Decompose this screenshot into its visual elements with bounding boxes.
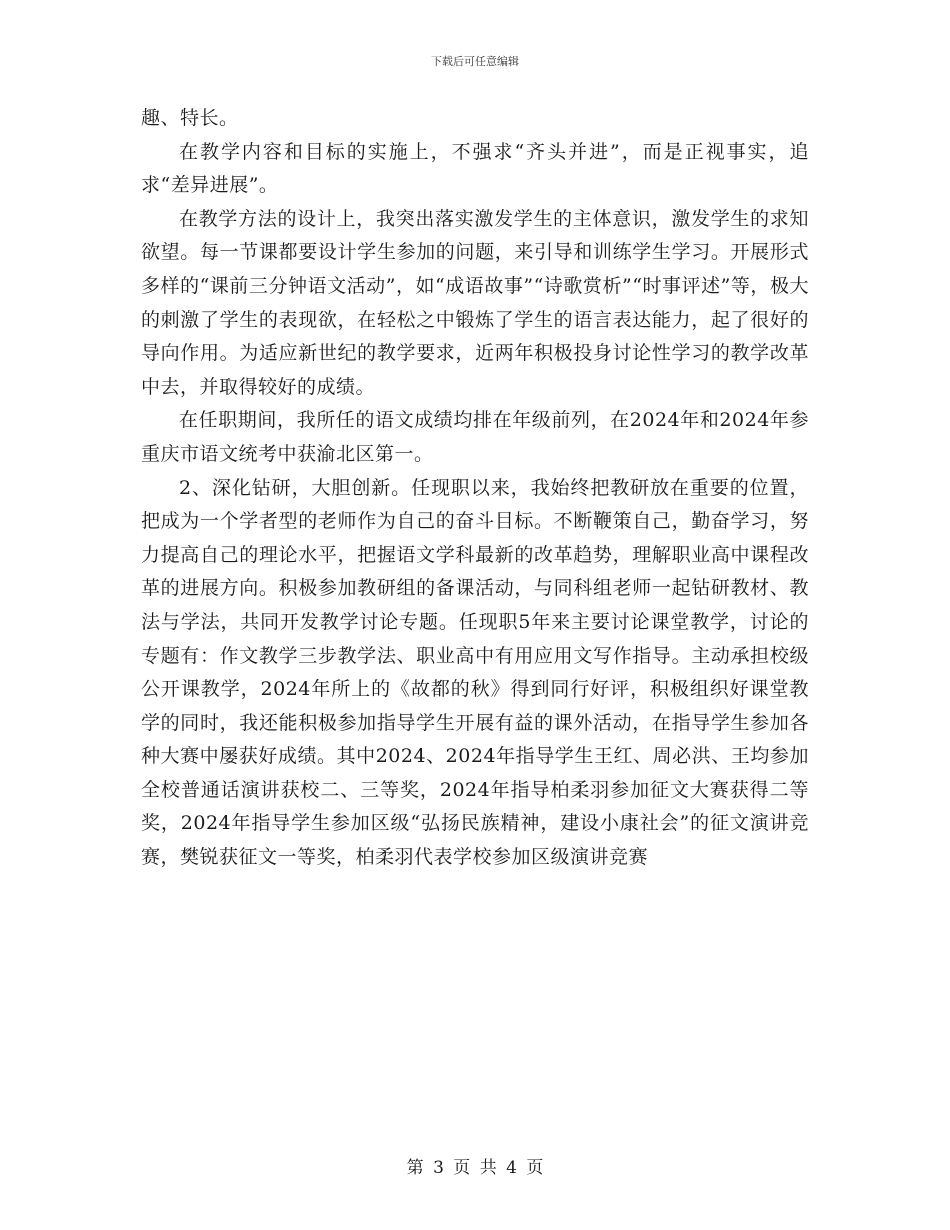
paragraph: 在任职期间，我所任的语文成绩均排在年级前列，在2024年和2024年参重庆市语文统考中获渝北区第一。 [141, 409, 809, 465]
page-footer: 第 3 页 共 4 页 [406, 1158, 544, 1178]
paragraph: 在教学方法的设计上，我突出落实激发学生的主体意识，激发学生的求知欲望。每一节课都要设计学生参加的问题，来引导和训练学生学习。开展形式多样的“课前三分钟语文活动”，如“成语故事”“诗歌赏析”“时事评述”等，极大的刺激了学生的表现欲，在轻松之中锻炼了学生的语言表达能力，起了很好的导向作用。为适应新世纪的教学要求，近两年积极投身讨论性学习的教学改革中去，并取得较好的成绩。 [141, 207, 809, 398]
paragraph: 2、深化钻研，大胆创新。任现职以来，我始终把教研放在重要的位置，把成为一个学者型的老师作为自己的奋斗目标。不断鞭策自己，勤奋学习，努力提高自己的理论水平，把握语文学科最新的改革趋势，理解职业高中课程改革的进展方向。积极参加教研组的备课活动，与同科组老师一起钻研教材、教法与学法，共同开发教学讨论专题。任现职5年来主要讨论课堂教学，讨论的专题有：作文教学三步教学法、职业高中有用应用文写作指导。主动承担校级公开课教学，2024年所上的《故都的秋》得到同行好评，积极组织好课堂教学的同时，我还能积极参加指导学生开展有益的课外活动，在指导学生参加各种大赛中屡获好成绩。其中2024、2024年指导学生王红、周必洪、王均参加全校普通话演讲获校二、三等奖，2024年指导柏柔羽参加征文大赛获得二等奖，2024年指导学生参加区级“弘扬民族精神，建设小康社会”的征文演讲竞赛，樊锐获征文一等奖，柏柔羽代表学校参加区级演讲竞赛 [141, 476, 809, 869]
paragraph-continuation: 趣、特长。 [141, 107, 239, 129]
paragraph: 在教学内容和目标的实施上，不强求“齐头并进”，而是正视事实，追求“差异进展”。 [141, 140, 809, 197]
document-body [141, 102, 809, 875]
page-header: 下载后可任意编辑 [431, 55, 519, 68]
